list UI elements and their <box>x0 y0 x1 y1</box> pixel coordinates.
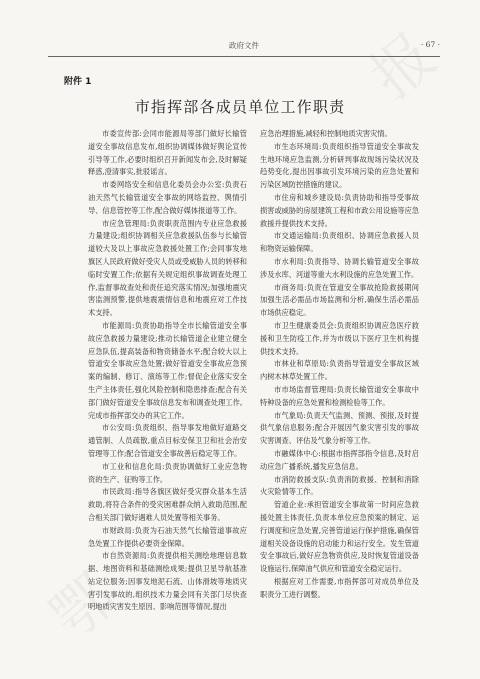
body-paragraph: 市委网络安全和信息化委员会办公室:负责石油天然气长输管道安全事故的网络监控、舆情引导、信息管控等工作,配合做好媒体报道等工作。 <box>88 180 247 215</box>
body-paragraph: 市工业和信息化局:负责协调做好工业应急物资的生产、征购等工作。 <box>88 461 247 484</box>
journal-section-title: 政府文件 <box>229 41 259 50</box>
body-paragraph: 市商务局:负责在管道安全事故抢险救援期间加强生活必需品市场监测和分析,确保生活必需品市场供应稳定。 <box>260 282 419 318</box>
body-paragraph: 市应急管理局:负责职责范围内专业应急救援力量建设;组织协调相关应急救援队伍参与长输管道较大及以上事故应急救援处置工作;会同事发地旗区人民政府做好受灾人员或受威胁人员的转移和临时安置工作;依据有关规定组织事故调查处理工作,监督事故查处和责任追究落实情况;加强地震灾害监测预警,提供地震震情信息和地震应对工作技术支持。 <box>88 218 247 318</box>
body-paragraph: 市交通运输局:负责组织、协调应急救援人员和物资运输保障。 <box>260 231 419 254</box>
body-paragraph: 管道企业:承担管道安全事故第一时间应急救援处置主体责任,负责本单位应急预案的制定、运行调度和应急处置,完善管道运行保护措施,确保管道相关设备设施的启动能力和运行安全。发生管道安全事故后,做好应急物资供应,及时恢复管道设备设施运行,保障油气供应和管道安全稳定运行。 <box>260 500 419 574</box>
body-paragraph: 市卫生健康委员会:负责组织协调应急医疗救援和卫生防疫工作,并为市级以下医疗卫生机构提供技术支持。 <box>260 320 419 356</box>
body-paragraph: 根据应对工作需要,市指挥部可对成员单位及职责分工进行调整。 <box>260 576 419 599</box>
appendix-label: 附件 1 <box>64 77 92 87</box>
body-paragraph: 市能源局:负责协助指导全市长输管道安全事故应急救援力量建设;推动长输管道企业建立健全应急队伍,提高装备和物资储备水平;配合较大以上管道安全事故应急处置;做好管道安全事故应急预案的编制、修订、演练等工作;督促企业落实安全生产主体责任,强化风险控制和隐患排查;配合有关部门做好管道安全事故信息发布和调查处理工作。完成市指挥部交办的其它工作。 <box>88 320 247 420</box>
body-paragraph: 市林业和草原局:负责指导管道安全事故区域内树木林草处置工作。 <box>260 359 419 382</box>
left-column <box>88 128 247 614</box>
body-paragraph: 市市场监督管理局:负责长输管道安全事故中特种设备的应急处置和检测检验等工作。 <box>260 384 419 407</box>
body-paragraph: 市消防救援支队:负责消防救援、控制和消除火灾险情等工作。 <box>260 474 419 497</box>
body-paragraph: 市气象局:负责天气监测、预测、预报,及时提供气象信息服务;配合开展因气象灾害引发的事故灾害调查、评估及气象分析等工作。 <box>260 410 419 446</box>
body-paragraph: 市公安局:负责组织、指导事发地做好道路交通管制、人员疏散,重点目标安保卫卫和社会治安管理等工作;配合管道安全事故善后稳定等工作。 <box>88 423 247 458</box>
header-divider <box>48 56 440 57</box>
body-paragraph: 市自然资源局:负责提供相关测绘地理信息数据、地图资料和基础测绘成果;提供卫星导航基准站定位服务;因事发地泥石流、山体滑坡等地质灾害引发事故的,组织技术力量会同有关部门尽快查明地质灾害发生原因、影响范围等情况,提出 <box>88 551 247 612</box>
body-paragraph: 应急治理措施,减轻和控制地质灾害灾情。 <box>260 129 392 138</box>
document-title: 市指挥部各成员单位工作职责 <box>134 98 346 116</box>
body-paragraph: 市财政局:负责为石油天然气长输管道事故应急处置工作提供必要资金保障。 <box>88 525 247 548</box>
body-paragraph: 市民政局:指导各旗区做好受灾群众基本生活救助,将符合条件的受灾困难群众纳入救助范围,配合相关部门做好遇难人员处置等相关事务。 <box>88 487 247 522</box>
right-column <box>260 128 419 601</box>
running-header <box>48 40 440 52</box>
page-number: · 67 · <box>420 40 440 49</box>
body-paragraph: 市住房和城乡建设局:负责协助和指导受事故损害或威胁的房屋建筑工程和市政公用设施等应急救援并提供技术支持。 <box>260 192 419 228</box>
body-paragraph: 市生态环境局:负责组织指导管道安全事故发生地环境应急监测,分析研判事故现场污染状况及趋势变化,提出因事故引发环境污染的应急处置和污染区域防控措施的建议。 <box>260 141 419 190</box>
body-paragraph: 市委宣传部:会同市能源局等部门做好长输管道安全事故信息发布,组织协调媒体做好舆论宣传引导等工作,必要时组织召开新闻发布会,及时解疑释惑,澄清事实,批驳谣言。 <box>88 129 247 177</box>
body-paragraph: 市融媒体中心:根据市指挥部指令信息,及时启动应急广播系统,播发应急信息。 <box>260 448 419 471</box>
body-paragraph: 市水利局:负责指导、协调长输管道安全事故涉及水库、河道等重大水利设施的应急处置工作。 <box>260 256 419 279</box>
